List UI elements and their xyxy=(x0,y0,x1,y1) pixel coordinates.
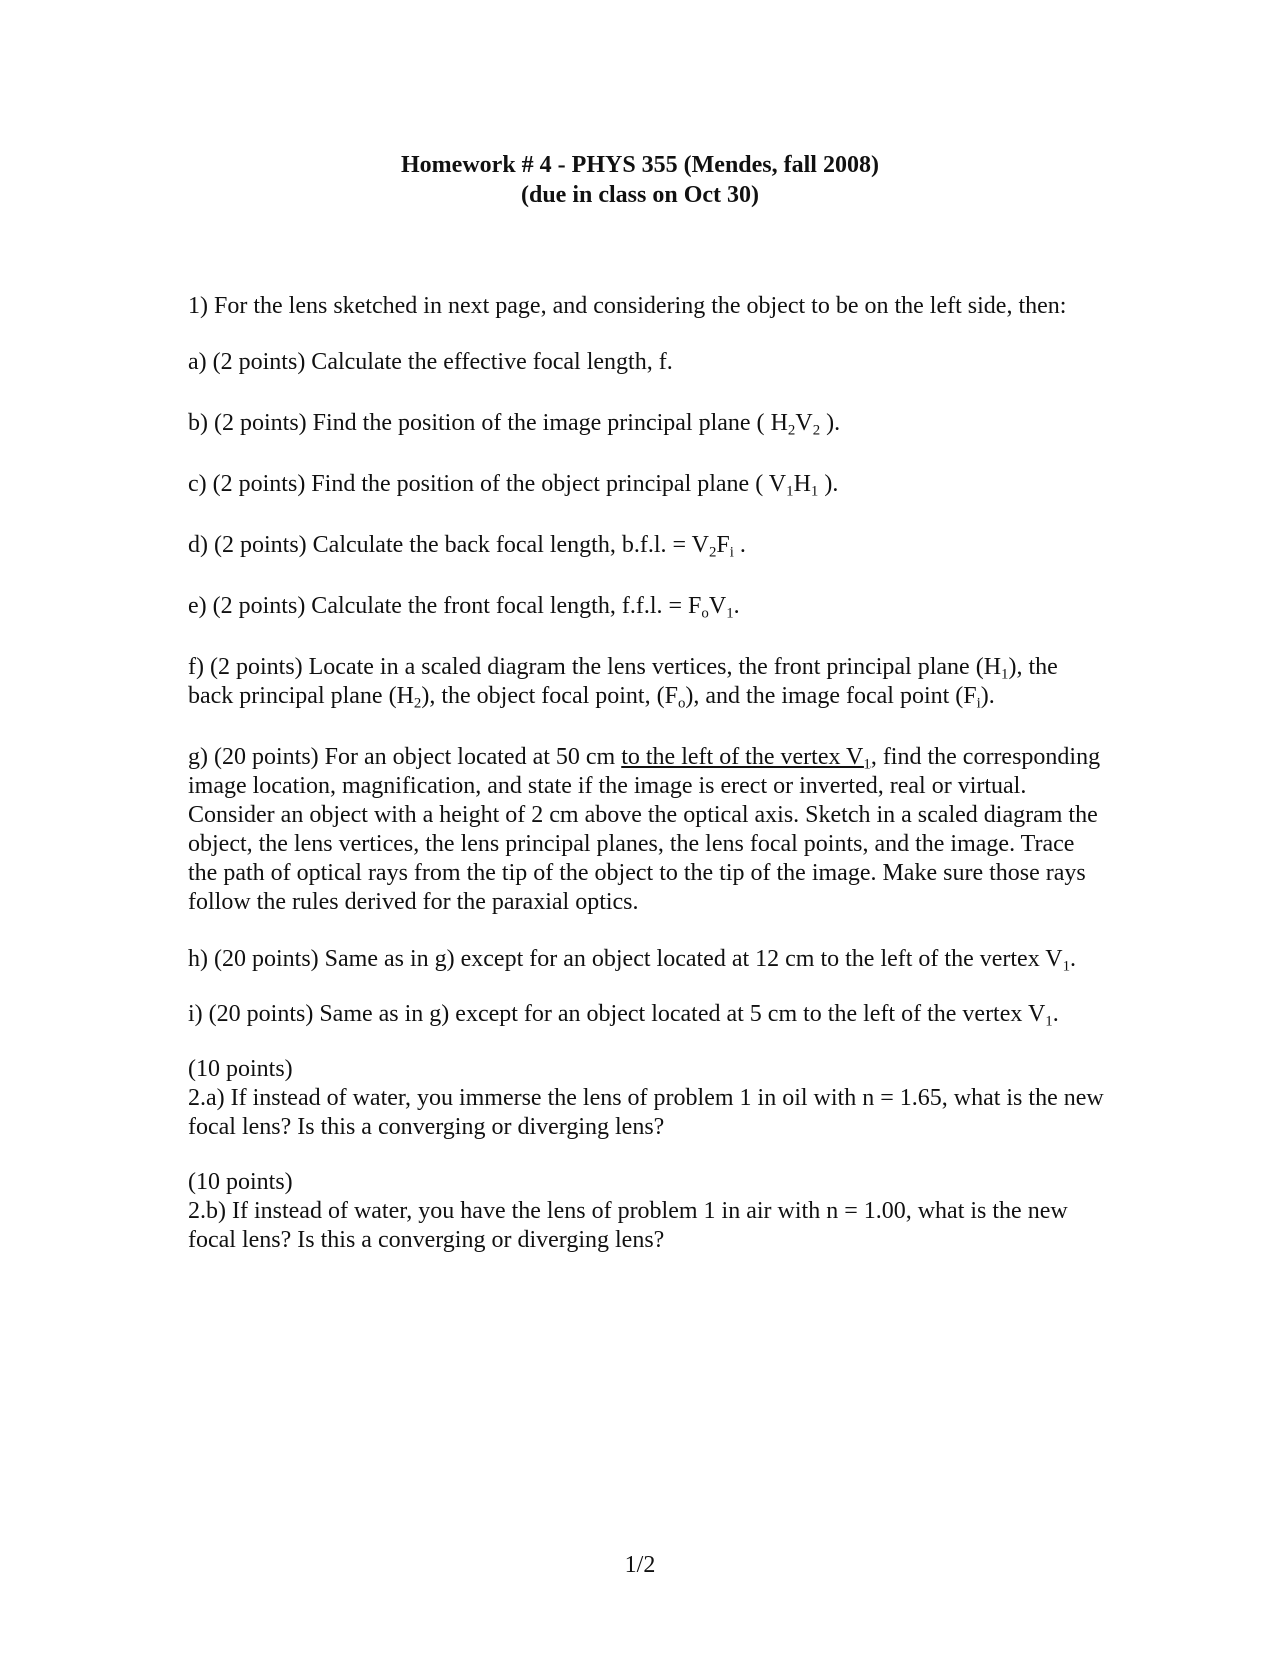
math-symbol: F xyxy=(716,532,730,558)
problem-2a-text: 2.a) If instead of water, you immerse the lens of problem 1 in oil with n = 1.65, what is the new focal lens? Is this a converging or diverging lens? xyxy=(188,1085,1104,1140)
document-title: Homework # 4 - PHYS 355 (Mendes, fall 2008) xyxy=(401,152,879,178)
math-subscript: 2 xyxy=(787,422,796,439)
problem-1d-text: d) (2 points) Calculate the back focal length, b.f.l. = xyxy=(188,532,687,558)
math-subscript: 2 xyxy=(812,422,821,439)
problem-1i-text: i) (20 points) Same as in g) except for an object located at 5 cm to the left of the vertex V xyxy=(188,1001,1046,1027)
problem-1c-text: c) (2 points) Find the position of the object principal plane ( xyxy=(188,471,764,497)
punctuation: . xyxy=(1070,946,1077,972)
math-subscript: 1 xyxy=(1062,958,1071,975)
math-subscript: 1 xyxy=(786,483,794,500)
problem-1g-text: g) (20 points) For an object located at 50 cm xyxy=(188,744,622,770)
problem-1g xyxy=(188,743,1108,917)
document-body xyxy=(188,292,1108,1255)
underlined-phrase xyxy=(621,744,871,773)
underlined-text: to the left of the vertex V xyxy=(621,744,864,770)
problem-1-intro: 1) For the lens sketched in next page, and considering the object to be on the left side, then: xyxy=(188,293,1067,319)
problem-2b xyxy=(188,1168,1108,1255)
math-subscript: 1 xyxy=(810,483,819,500)
problem-1b-text: b) (2 points) Find the position of the image principal plane ( xyxy=(188,410,765,436)
math-subscript: 1 xyxy=(1001,666,1009,683)
math-subscript: 1 xyxy=(863,756,871,773)
math-symbol: V xyxy=(691,532,709,558)
punctuation: . xyxy=(733,593,740,619)
math-subscript: i xyxy=(729,544,734,561)
problem-1h xyxy=(188,945,1108,974)
problem-1f-text: ), and the image focal point (F xyxy=(685,683,977,709)
problem-2b-text: 2.b) If instead of water, you have the lens of problem 1 in air with n = 1.00, what is the new focal lens? Is this a converging or diverging lens? xyxy=(188,1198,1068,1253)
problem-2a-points: (10 points) xyxy=(188,1056,293,1082)
problem-2a xyxy=(188,1055,1108,1142)
problem-1d xyxy=(188,531,1108,560)
problem-1f-text: ), the back principal plane (H xyxy=(188,654,1058,709)
problem-1c xyxy=(188,470,1108,499)
problem-1e-text: e) (2 points) Calculate the front focal length, f.f.l. = xyxy=(188,593,683,619)
math-symbol: H xyxy=(770,410,788,436)
punctuation: ). xyxy=(824,471,839,497)
problem-1e xyxy=(188,592,1108,621)
problem-1g-text: , find the corresponding image location, magnification, and state if the image is erect or inverted, real or virtual. Consider an object with a height of 2 cm above the optical axis. Sketch in a scaled diagram the object, the lens vertices, the lens principal planes, the lens focal points, and the image. Trace the path of optical rays from the tip of the object to the tip of the image. Make sure those rays follow the rules derived for the paraxial optics. xyxy=(188,744,1101,915)
math-subscript: o xyxy=(701,605,709,622)
problem-1f-text: ). xyxy=(980,683,995,709)
problem-1h-text: h) (20 points) Same as in g) except for an object located at 12 cm to the left of the vertex V xyxy=(188,946,1063,972)
problem-1i xyxy=(188,1000,1108,1029)
problem-1f-text: f) (2 points) Locate in a scaled diagram the lens vertices, the front principal plane (H xyxy=(188,654,1002,680)
math-symbol: H xyxy=(793,471,811,497)
punctuation: . xyxy=(739,532,746,558)
math-subscript: o xyxy=(677,695,686,712)
problem-2b-points: (10 points) xyxy=(188,1169,293,1195)
math-symbol: V xyxy=(708,593,727,619)
math-subscript: 2 xyxy=(413,695,422,712)
punctuation: . xyxy=(1052,1001,1059,1027)
math-symbol: V xyxy=(795,410,813,436)
math-subscript: 1 xyxy=(1045,1013,1053,1030)
page-number: 1/2 xyxy=(624,1552,656,1578)
due-date: (due in class on Oct 30) xyxy=(520,182,759,208)
math-subscript: 1 xyxy=(726,605,734,622)
problem-1f xyxy=(188,653,1108,711)
punctuation: ). xyxy=(826,410,841,436)
problem-1f-text: ), the object focal point, (F xyxy=(421,683,678,709)
math-subscript: 2 xyxy=(708,544,717,561)
math-symbol: V xyxy=(768,471,787,497)
math-subscript: i xyxy=(976,695,981,712)
document-header xyxy=(0,150,1280,210)
problem-1a: a) (2 points) Calculate the effective focal length, f. xyxy=(188,349,673,375)
math-symbol: F xyxy=(688,593,702,619)
problem-1b xyxy=(188,409,1108,438)
